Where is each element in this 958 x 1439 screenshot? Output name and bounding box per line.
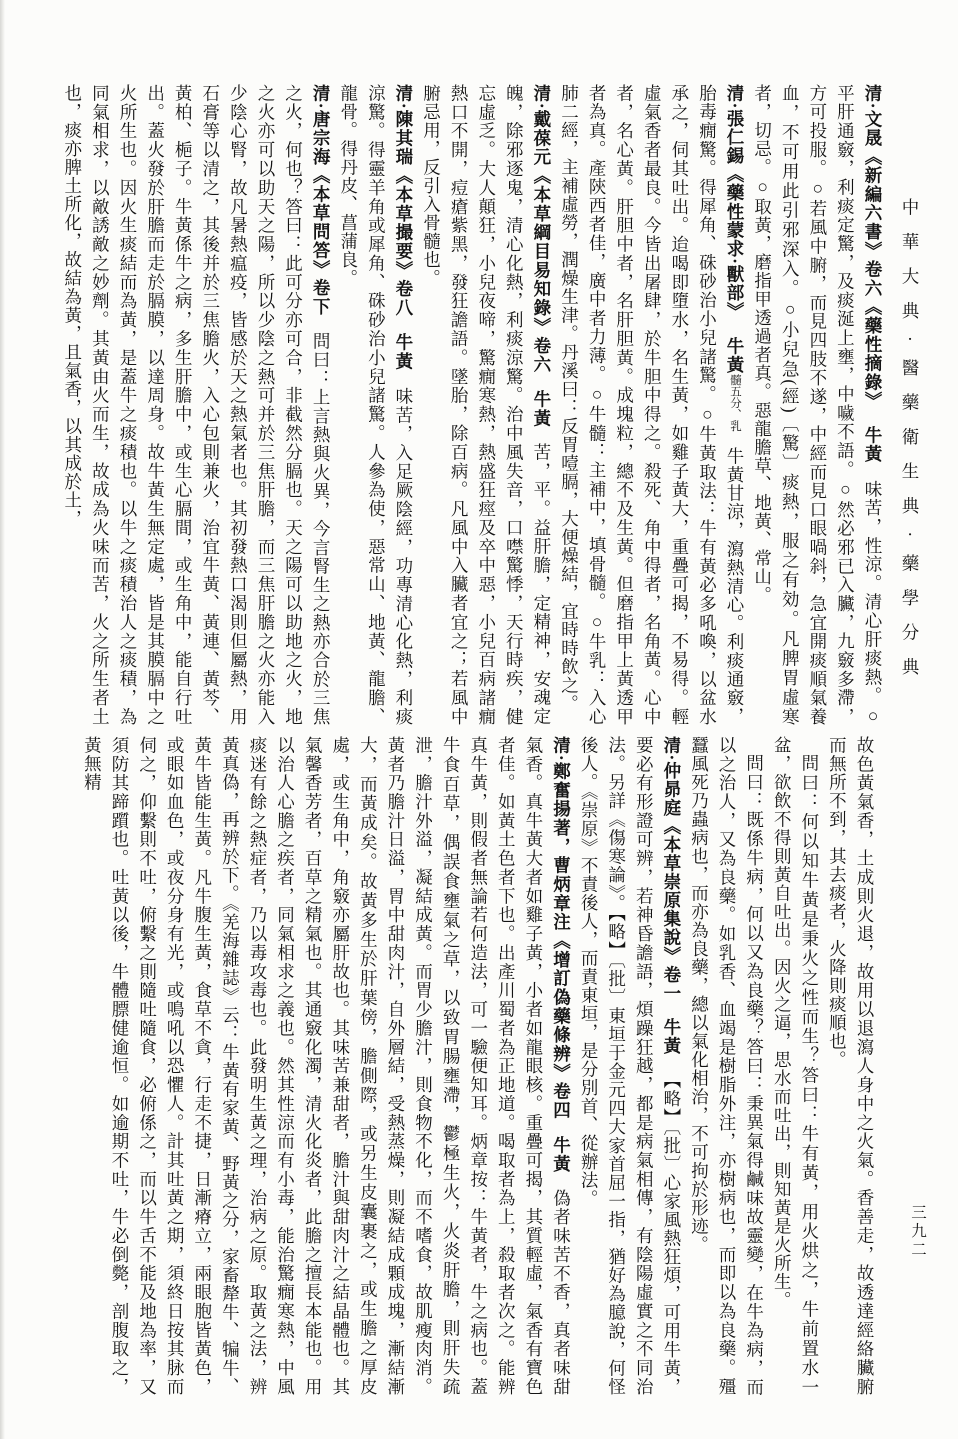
series-title: 中華大典·醫藥衛生典·藥學分典 [900, 198, 920, 693]
entry-body: 問曰：上言熱與火異，今言腎生之熱亦合於三焦之火，何也？答曰：此可分亦可合，非截然分膈也。天之陽可以助地之火，地之火亦可以助天之陽，所以少陰之熱可并於三焦肝膽，而三焦肝膽之火亦能入少陰心腎，故凡暑熱瘟疫，皆感於天之熱氣者也。其初發熱口渴則但屬熱，用石膏等以清之，其後并於三焦膽火，入心包則兼火，治宜牛黃、黃連、黃芩、黃柏、梔子。牛黃係牛之病，多生肝膽中，或生心膈間，或生角中，能自行吐出。蓋火發於肝膽而走於膈膜，以達周身。故牛黃生無定處，皆是其膜膈中之火所生也。因火生痰結而為黃，是蓋牛之痰積也。以牛之痰積治人之痰積，為同氣相求，以敵誘敵之妙劑。其黃由火而生，故成為火味而苦，火之所生者土也，痰亦脾土所化，故結為黃，且氣香，以其成於土， [62, 84, 332, 727]
entry-zhongangting [574, 736, 684, 1396]
entry-headword: 牛黃 [393, 333, 414, 372]
entry-heading: 清·仲昴庭《本草崇原集說》卷一 [661, 736, 682, 1003]
entry-wensheng [748, 84, 886, 726]
question-paragraph-2: 問曰：既係牛病，何以又為良藥？答曰：秉異氣得鹹味故靈變，在牛為病，而以之治人，又為良藥。如乳香、血竭是樹脂外注，亦樹病也，而即以為良藥。殭蠶風死乃蟲病也，而亦為良藥，總以氣化相治，不可拘於形迹。 [689, 736, 765, 1396]
entry-body: 苦，平。益肝膽，定精神，安魂定魄，除邪逐鬼，清心化熱，利痰涼驚。治中風失音，口噤驚悸，天行時疾，健忘虛乏。大人顛狂，小兒夜啼，驚癇寒熱，熱盛狂痙及卒中惡，小兒百病諸癇熱口不開，痘瘡紫黑，發狂譫語。墜胎，除百病。凡風中入臟者宜之；若風中腑忌用，反引入骨髓也。 [421, 84, 552, 727]
entry-body: 偽者味苦不香，真者味甜氣香。真牛黃大者如雞子黃，小者如龍眼核。重疊可揭，其質輕虛，氣香有寶色者佳。如黃土色者下也。出產川蜀者為正地道。喝取者為上，殺取者次之。能辨真牛黃，則假者無論若何造法，可一驗便知耳。炳章按：牛黃者，牛之病也。蓋牛食百草，偶誤食壅氣之草，以致胃腸壅滯，鬱極生火，火炎肝膽，則肝失疏泄，膽汁外溢，凝結成黃。而胃少膽汁，則食物不化，而不嗜食，故肌瘦肉消。黃者乃膽汁日溢，胃中甜肉汁，自外層結，受熱蒸燥，則凝結成顆成塊，漸結漸大，而黃成矣。故黃多生於肝葉傍，膽側際，或另生皮囊裹之，或生膽之厚皮處，或生角中，角竅亦屬肝故也。其味苦兼甜者，膽汁與甜肉汁之結晶體也。其氣馨香芳者，百草之精氣也。其通竅化濁，清火化炎者，此膽之擅長本能也。用以治人心膽之疾者，同氣相求之義也。然其性涼而有小毒，能治驚癇寒熱，中風痰迷有餘之熱症者，乃以毒攻毒也。此發明生黃之理，治病之原。取黃之法，辨黃真偽，再辨於下。《羌海雜誌》云：牛黃有家黃、野黃之分，家畜犛牛、犏牛、黃牛皆能生黃。凡牛腹生黃，食草不貪，行走不捷，日漸瘠立，兩眼胞皆黃色，或眼如血色，或夜分身有光，或鳴吼以恐懼人。計其吐黃之期，須終日按其脉而伺之，仰繫則不吐，俯繫之則隨吐隨食，必俯係之，而以牛舌不能及地為率，又須防其蹄躓也。吐黃以後，牛體膘健逾恒。如逾期不吐，牛必倒斃，剖腹取之，黃無精 [82, 736, 572, 1397]
entry-body: 味苦，性涼。清心肝痰熱。○平肝通竅，利痰定驚，及痰涎上壅，中噦不語。○然必邪已入臟，九竅多滯，方可投服。○若風中腑，而見四肢不遂，中經而見口眼喎斜，急宜開痰順氣養血，不可用此引邪深入。○小兒急(經)〔驚〕痰熱，服之有効。凡脾胃虛寒者，切忌。○取黃，磨指甲透過者真。惡龍膽草、地黃、常山。 [752, 84, 883, 727]
entry-heading: 清·陳其瑞《本草撮要》卷八 [393, 84, 414, 318]
entry-headword: 牛黃 [531, 389, 552, 428]
entry-heading: 清·文晟《新編六書》卷六《藥性摘錄》 [863, 84, 883, 411]
scan-gutter-shadow [0, 0, 5, 1439]
entry-headword: 牛黃 [551, 1135, 572, 1174]
question-paragraph-1: 問曰：何以知牛黃是秉火之性而生？答曰：牛有黃，用火烘之，牛前置水一盆，欲飲不得則黃自吐出。因火之逼，思水而吐出，則知黃是火所生。 [772, 736, 820, 1396]
lower-text-block [40, 736, 878, 1396]
entry-headword: 牛黃 [863, 426, 883, 464]
upper-text-block [52, 84, 886, 726]
entry-zhangrenxi [555, 84, 748, 726]
entry-inline-note: 髓五分、乳 [729, 373, 742, 432]
entry-heading: 清·戴葆元《本草綱目易知錄》卷六 [531, 84, 552, 375]
entry-heading: 清·唐宗海《本草問答》卷下 [311, 84, 332, 317]
tangzonghai-continuation: 故色黃氣香，土成則火退，故用以退瀉人身中之火氣。香善走，故透達經絡臟腑而無所不到，其去痰者，火降則痰順也。 [827, 736, 875, 1396]
entry-body: 味苦，入足厥陰經，功專清心化熱，利痰涼驚。得靈羊角或犀角、硃砂治小兒諸驚。人參為使，惡常山、地黃、龍膽、龍骨。得丹皮、菖蒲良。 [338, 84, 414, 727]
entry-heading: 清·張仁錫《藥性蒙求·獸部》 [725, 84, 746, 321]
entry-headword: 牛黃 [725, 336, 746, 374]
page-number: 三九二 [909, 1204, 926, 1260]
entry-headword: 牛黃 [661, 1018, 682, 1056]
entry-zhengfenyang [78, 736, 575, 1396]
entry-tangzonghai [58, 84, 334, 726]
entry-heading: 清·鄭奮揚著，曹炳章注《增訂偽藥條辨》卷四 [551, 736, 572, 1120]
entry-chenqirui [334, 84, 417, 726]
entry-body: 【略】〔批〕心家風熱狂煩，可用牛黃，要必有形證可辨，若神昏譫語，煩躁狂越，都是病氣相傳，有陰陽虛實之不同治法。另詳《傷寒論》。【略】〔批〕東垣于金元四大家首屈一指，猶好為臆說，何怪後人。《崇原》不責後人，而責東垣，是分別首、從辦法。 [579, 736, 682, 1397]
entry-daibaoyuan [417, 84, 555, 726]
entry-body: 牛黃甘涼，瀉熱清心。利痰通竅，胎毒癇驚。得犀角、硃砂治小兒諸驚。○牛黃取法：牛有黃必多吼喚，以盆水承之，伺其吐出。迨喝即墮水，名生黃，如雞子黃大，重疊可揭，不易得。輕虛氣香者最良。今皆出屠肆，於牛胆中得之。殺死、角中得者，名角黃。心中者，名心黃。肝胆中者，名肝胆黃。成塊粒，總不及生黃。但磨指甲上黃透甲者為真。產陝西者佳，廣中者力薄。○牛髓：主補中，填骨髓。○牛乳：入心肺二經，主補虛勞，潤燥生津。丹溪曰：反胃噎膈，大便燥結，宜時時飲之。 [559, 84, 746, 727]
